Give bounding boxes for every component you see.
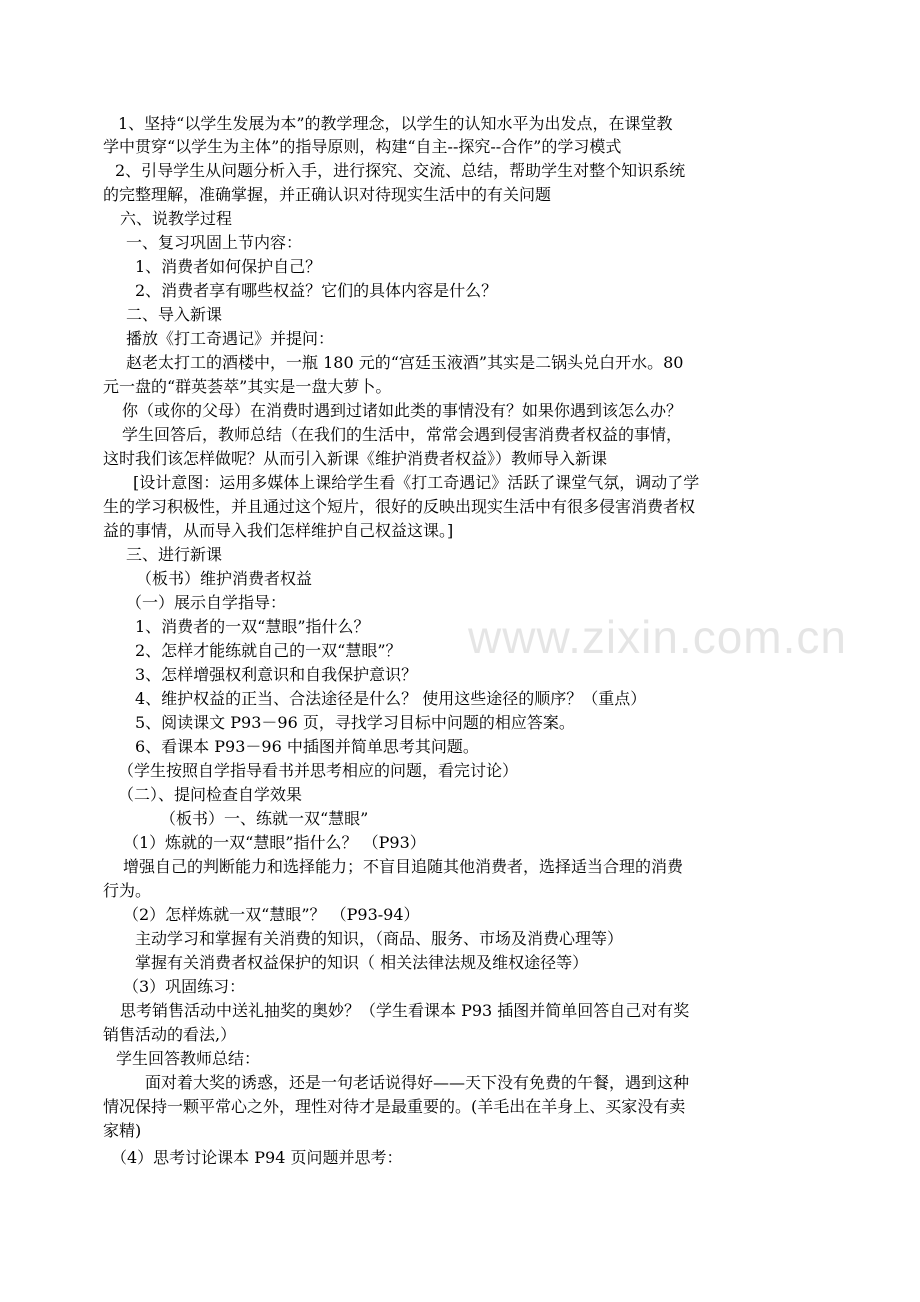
list-item: 4、维护权益的正当、合法途径是什么？ 使用这些途径的顺序？（重点） — [135, 689, 647, 708]
text-line: 1、坚持“以学生发展为本”的教学理念，以学生的认知水平为出发点，在课堂教 — [118, 114, 673, 133]
list-item: 6、看课本 P93－96 中插图并简单思考其问题。 — [135, 737, 479, 756]
sub-heading: （一）展示自学指导： — [126, 593, 287, 612]
list-item: 3、怎样增强权利意识和自我保护意识？ — [135, 665, 418, 684]
watermark: www.zixin.com.cn — [468, 611, 847, 663]
text-line: 增强自己的判断能力和选择能力；不盲目追随其他消费者，选择适当合理的消费 — [123, 857, 684, 876]
section-heading: 二、导入新课 — [126, 305, 223, 324]
text-line: 元一盘的“群英荟萃”其实是一盘大萝卜。 — [103, 377, 392, 396]
text-line: 的完整理解，准确掌握，并正确认识对待现实生活中的有关问题 — [103, 185, 552, 204]
list-item: 2、怎样才能练就自己的一双“慧眼”？ — [135, 641, 402, 660]
text-line: 播放《打工奇遇记》并提问： — [126, 329, 335, 348]
design-intent-text: 生的学习积极性，并且通过这个短片，很好的反映出现实生活中有很多侵害消费者权 — [103, 497, 696, 516]
text-line: 你（或你的父母）在消费时遇到过诸如此类的事情没有？如果你遇到该怎么办？ — [122, 401, 683, 420]
text-line: 情况保持一颗平常心之外，理性对待才是最重要的。(羊毛出在羊身上、买家没有卖 — [103, 1097, 686, 1116]
question-line: （4）思考讨论课本 P94 页问题并思考： — [111, 1148, 403, 1167]
text-line: 掌握有关消费者权益保护的知识（ 相关法律法规及维权途径等） — [135, 953, 589, 972]
question-line: （2）怎样炼就一双“慧眼”？ （P93-94） — [123, 905, 420, 924]
text-line: 学生回答后，教师总结（在我们的生活中，常常会遇到侵害消费者权益的事情， — [122, 425, 683, 444]
text-line: 思考销售活动中送礼抽奖的奥妙？（学生看课本 P93 插图并简单回答自己对有奖 — [120, 1001, 690, 1020]
list-item: 1、消费者如何保护自己？ — [135, 257, 322, 276]
text-line: 赵老太打工的酒楼中，一瓶 180 元的“宫廷玉液酒”其实是二锅头兑白开水。80 — [126, 353, 684, 372]
text-line: 家精) — [103, 1121, 142, 1140]
section-heading: 六、说教学过程 — [120, 209, 233, 228]
list-item: 5、阅读课文 P93－96 页，寻找学习目标中问题的相应答案。 — [135, 713, 575, 732]
text-line: 面对着大奖的诱惑，还是一句老话说得好——天下没有免费的午餐，遇到这种 — [145, 1073, 690, 1092]
sub-heading: （二）、提问检查自学效果 — [118, 785, 303, 804]
text-line: 这时我们该怎样做呢？从而引入新课《维护消费者权益》）教师导入新课 — [103, 449, 608, 468]
text-line: 学生回答教师总结： — [116, 1049, 261, 1068]
text-line: 销售活动的看法,） — [103, 1025, 237, 1044]
text-line: 学中贯穿“以学生为主体”的指导原则，构建“自主--探究--合作”的学习模式 — [103, 137, 622, 156]
text-line: 行为。 — [103, 881, 152, 900]
section-heading: 三、进行新课 — [126, 545, 223, 564]
design-intent-text: [设计意图：运用多媒体上课给学生看《打工奇遇记》活跃了课堂气氛，调动了学 — [133, 473, 700, 492]
question-line: （1）炼就的一双“慧眼”指什么？ （P93） — [123, 833, 426, 852]
list-item: 1、消费者的一双“慧眼”指什么？ — [135, 617, 370, 636]
text-line: （学生按照自学指导看书并思考相应的问题，看完讨论） — [118, 761, 519, 780]
question-line: （3）巩固练习： — [123, 977, 246, 996]
text-line: 主动学习和掌握有关消费的知识，（商品、服务、市场及消费心理等） — [135, 929, 624, 948]
section-heading: 一、复习巩固上节内容： — [126, 233, 303, 252]
board-note: （板书）维护消费者权益 — [136, 569, 313, 588]
text-line: 2、引导学生从问题分析入手，进行探究、交流、总结，帮助学生对整个知识系统 — [115, 161, 686, 180]
design-intent-text: 益的事情，从而导入我们怎样维护自己权益这课。] — [103, 521, 454, 540]
list-item: 2、消费者享有哪些权益？它们的具体内容是什么？ — [135, 281, 498, 300]
board-note: （板书）一、练就一双“慧眼” — [160, 809, 369, 828]
